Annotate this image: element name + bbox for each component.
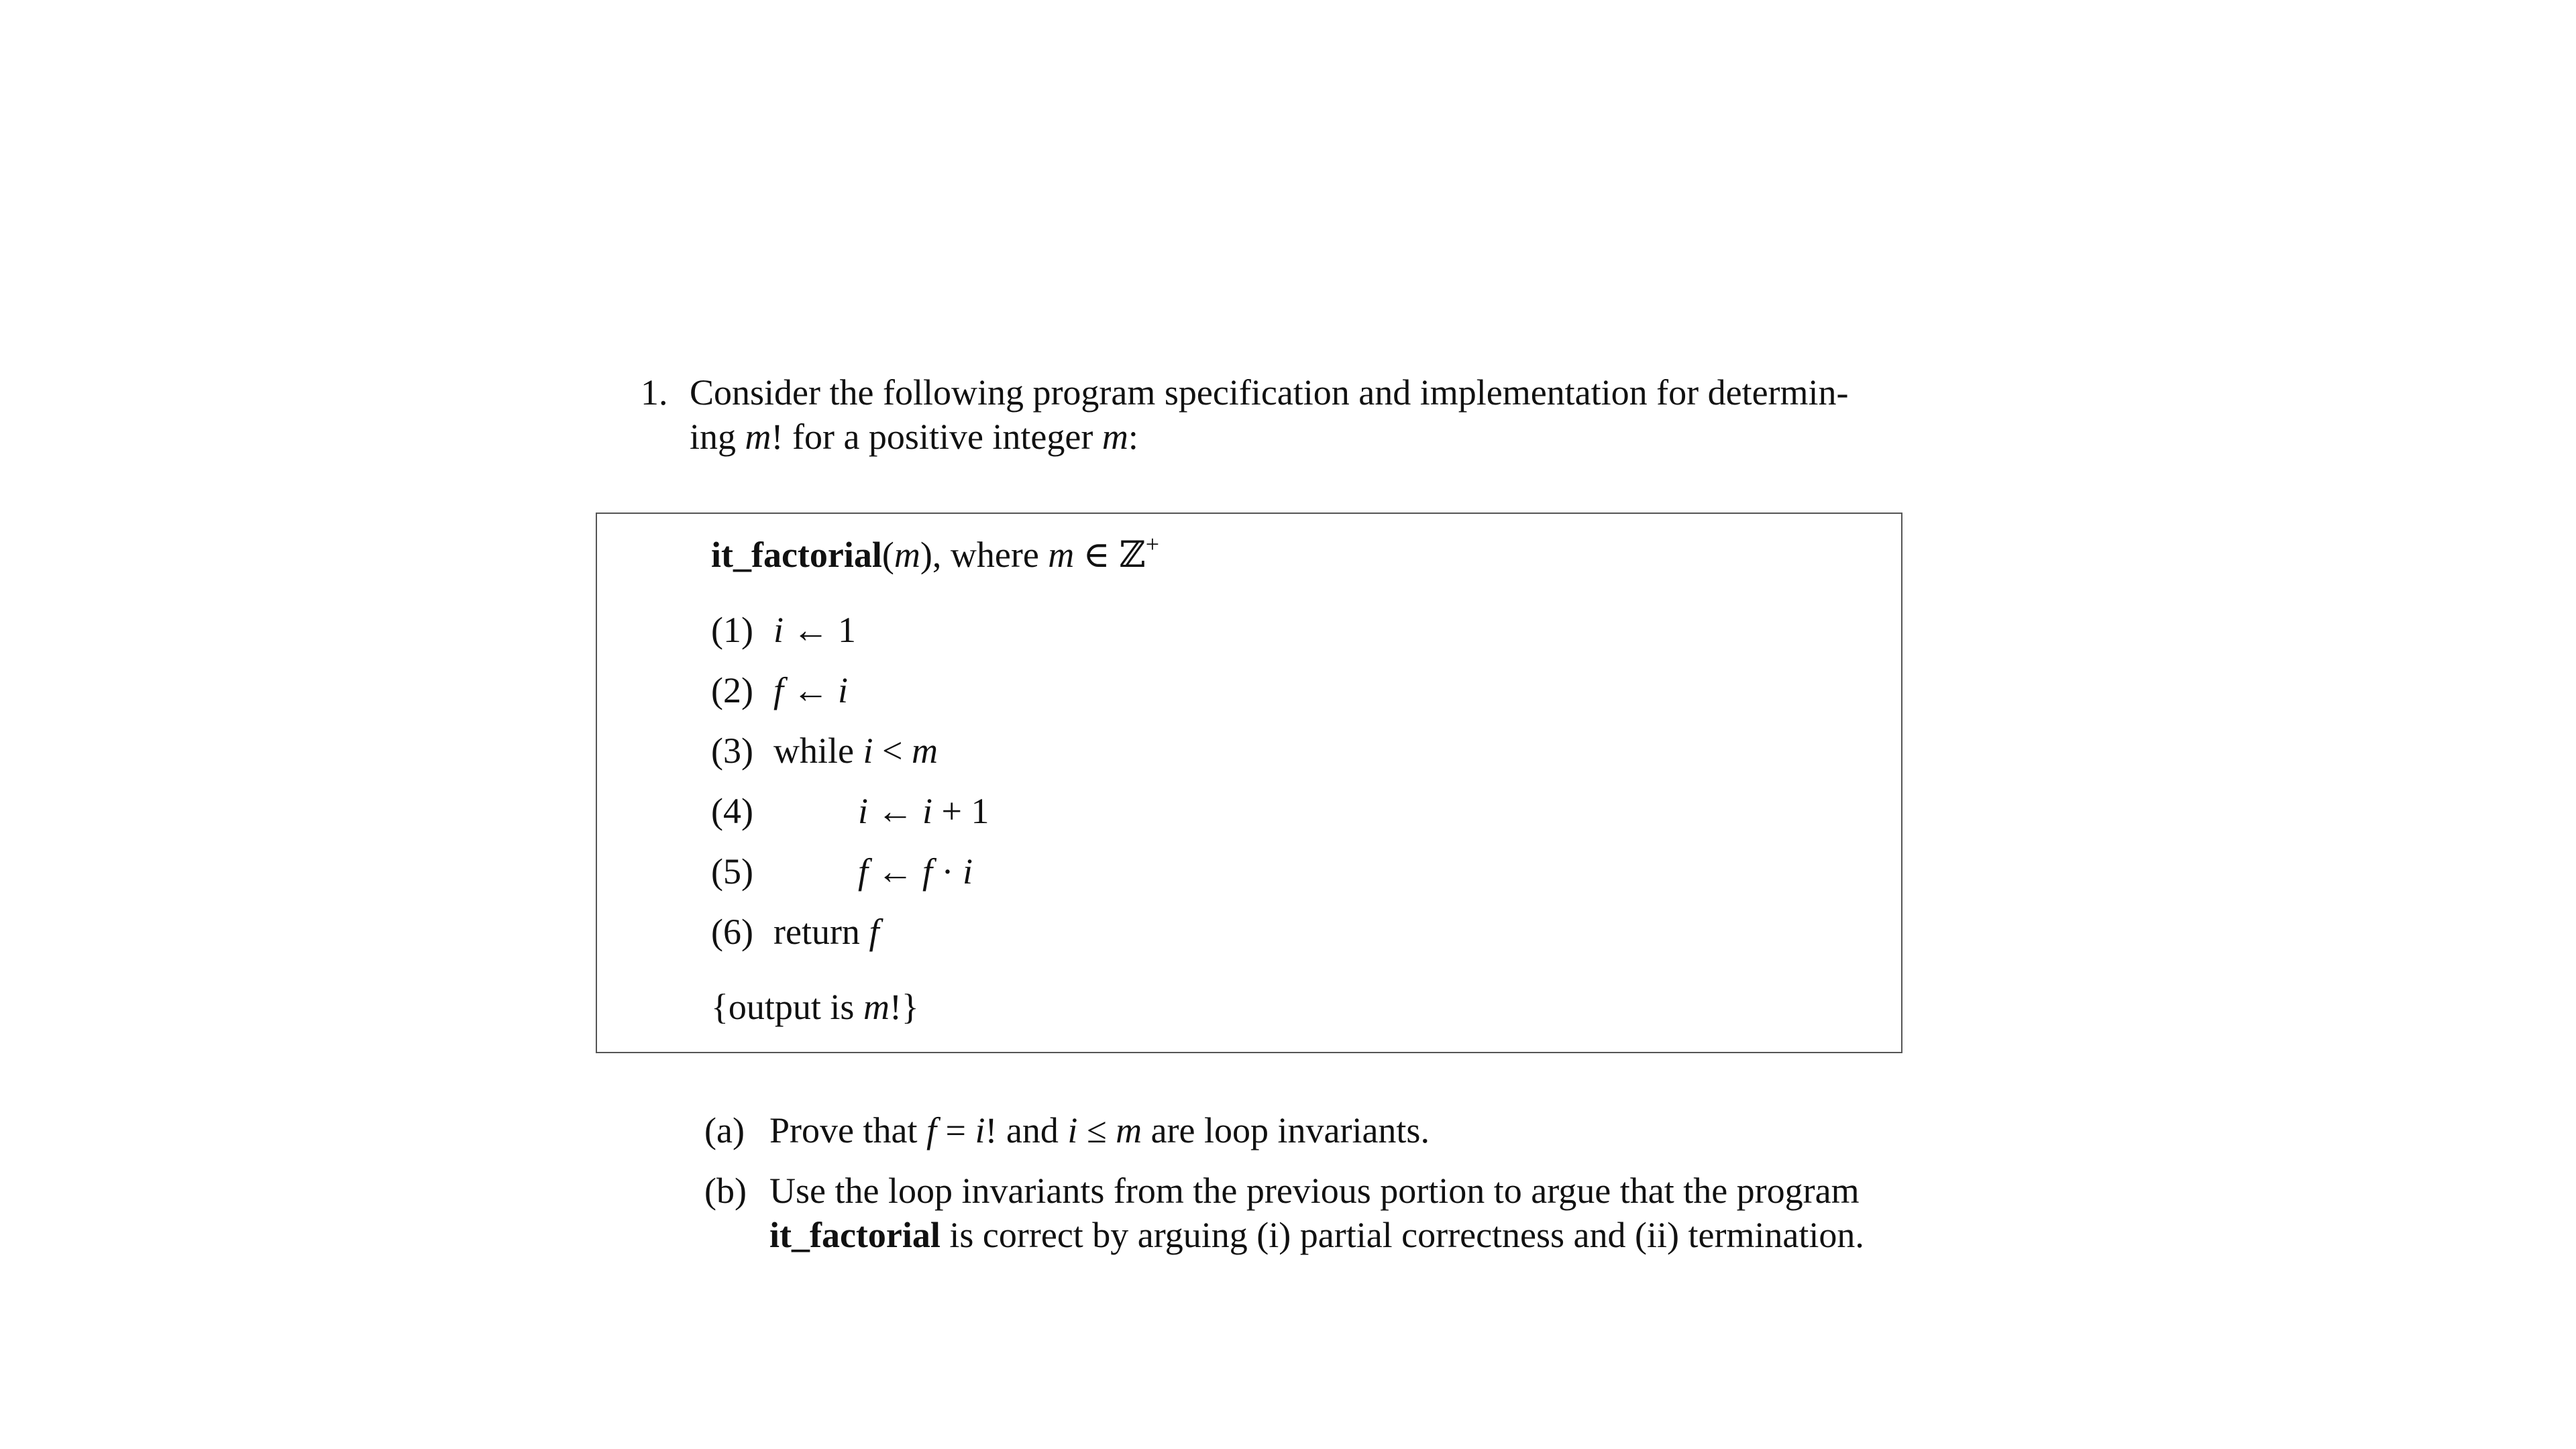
step-label: (4) [711, 791, 753, 831]
problem-number: 1. [641, 372, 668, 413]
function-signature: it_factorial(m), where m ∈ ℤ+ [711, 531, 1160, 575]
problem-intro-line-2: ing m! for a positive integer m: [690, 417, 1138, 457]
part-b-line-2: it_factorial is correct by arguing (i) partial correctness and (ii) termination. [769, 1215, 1864, 1255]
part-b-text [769, 1169, 1904, 1257]
step-label: (6) [711, 912, 753, 952]
step-label: (5) [711, 851, 753, 892]
problem-intro-line-1-text: Consider the following program specification and implementation for determin- [690, 372, 1849, 413]
code-step: (6) return f [711, 910, 879, 954]
step-label: (1) [711, 610, 753, 650]
postcondition: {output is m!} [711, 987, 919, 1027]
part-label: (a) [704, 1110, 745, 1150]
code-step: (4) i ← i + 1 [711, 789, 989, 833]
code-step: (5) f ← f · i [711, 849, 973, 894]
function-name: it_factorial [711, 535, 882, 575]
step-label: (3) [711, 731, 753, 771]
problem-intro [690, 370, 1902, 459]
part-a-text: Prove that f = i! and i ≤ m are loop invariants. [769, 1110, 1430, 1150]
step-label: (2) [711, 670, 753, 710]
part-b-line-1: Use the loop invariants from the previous portion to argue that the program [769, 1171, 1860, 1211]
code-step: (3) while i < m [711, 729, 938, 773]
program-spec-box [596, 513, 1902, 1053]
problem-intro-line-1 [690, 370, 1902, 415]
part-label: (b) [704, 1171, 747, 1211]
code-step: (1) i ← 1 [711, 608, 856, 652]
code-step: (2) f ← i [711, 668, 848, 712]
